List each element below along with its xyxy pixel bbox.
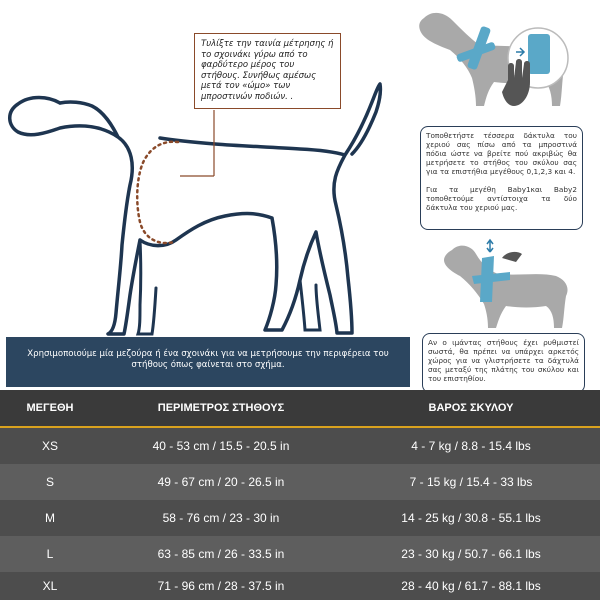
table-row — [0, 428, 600, 464]
chest-cell: 71 - 96 cm / 28 - 37.5 in — [157, 579, 285, 593]
table-row — [0, 536, 600, 572]
weight-cell: 14 - 25 kg / 30.8 - 55.1 lbs — [401, 511, 541, 525]
size-chart-table — [0, 390, 600, 600]
fingers-instruction-text: Τοποθετήστε τέσσερα δάκτυλα του χεριού σας πίσω από τα μπροστινά πόδια ώστε να βρείτε πού ακριβώς θα μετρήσετε το στήθος του σκύλου σας για τα επιστήθια μεγέθους 0,1,2,3 και 4. — [426, 131, 577, 176]
fingers-instruction-box — [420, 126, 583, 230]
size-cell: M — [45, 511, 55, 525]
dog-harness-fit-illustration — [432, 236, 592, 332]
table-row — [0, 464, 600, 500]
table-row — [0, 500, 600, 536]
fit-instruction-text: Αν ο ιμάντας στήθους έχει ρυθμιστεί σωστά, θα πρέπει να υπάρχει αρκετός χώρος για να γλιστρήσετε τα δάχτυλά σας μεταξύ της πλάτης του σκύλου και του επιστηθίου. — [428, 338, 579, 383]
chest-measurement-dotted-line — [137, 142, 178, 243]
measure-instruction-text: Τυλίξτε την ταινία μέτρησης ή το σχοινάκι γύρω από το φαρδύτερο μέρος του στήθους. Συνήθως αμέσως μετά τον «ώμο» των μπροστινών ποδιών. . — [201, 39, 334, 102]
dog-back-leg-inner — [300, 280, 320, 330]
chest-cell: 63 - 85 cm / 26 - 33.5 in — [157, 547, 285, 561]
weight-cell: 7 - 15 kg / 15.4 - 33 lbs — [409, 475, 533, 489]
header-dog-weight: ΒΑΡΟΣ ΣΚΥΛΟΥ — [428, 402, 514, 414]
fit-arrows-icon — [487, 240, 493, 252]
header-chest-girth: ΠΕΡΙΜΕΤΡΟΣ ΣΤΗΘΟΥΣ — [157, 402, 285, 414]
weight-cell: 23 - 30 kg / 50.7 - 66.1 lbs — [401, 547, 541, 561]
chest-cell: 49 - 67 cm / 20 - 26.5 in — [157, 475, 285, 489]
dog-body-outline — [10, 84, 381, 334]
size-cell: L — [46, 547, 54, 561]
size-cell: XL — [42, 579, 58, 593]
dog-front-leg-inner — [138, 240, 156, 334]
baby-sizes-instruction-text: Για τα μεγέθη Baby1και Baby2 τοποθετούμε αντίστοιχα τα δύο δάκτυλα του χεριού μας. — [426, 185, 577, 212]
size-cell: XS — [41, 439, 58, 453]
weight-cell: 28 - 40 kg / 61.7 - 88.1 lbs — [401, 579, 541, 593]
table-row — [0, 572, 600, 600]
dog-harness-fingers-illustration — [412, 2, 600, 118]
measurement-banner — [6, 337, 410, 387]
header-sizes: ΜΕΓΕΘΗ — [26, 402, 74, 414]
chest-cell: 58 - 76 cm / 23 - 30 in — [162, 511, 280, 525]
size-cell: S — [45, 475, 54, 489]
measurement-banner-text: Χρησιμοποιούμε μία μεζούρα ή ένα σχοινάκι για να μετρήσουμε την περιφέρεια του στήθους όπως φαίνεται στο σχήμα. — [27, 349, 389, 370]
weight-cell: 4 - 7 kg / 8.8 - 15.4 lbs — [411, 439, 531, 453]
table-header-row — [0, 390, 600, 428]
measure-instruction-note — [194, 33, 341, 109]
chest-cell: 40 - 53 cm / 15.5 - 20.5 in — [152, 439, 290, 453]
fit-instruction-box — [422, 333, 585, 393]
harness-detail — [528, 34, 550, 74]
fingers-under-strap-icon — [502, 252, 522, 262]
